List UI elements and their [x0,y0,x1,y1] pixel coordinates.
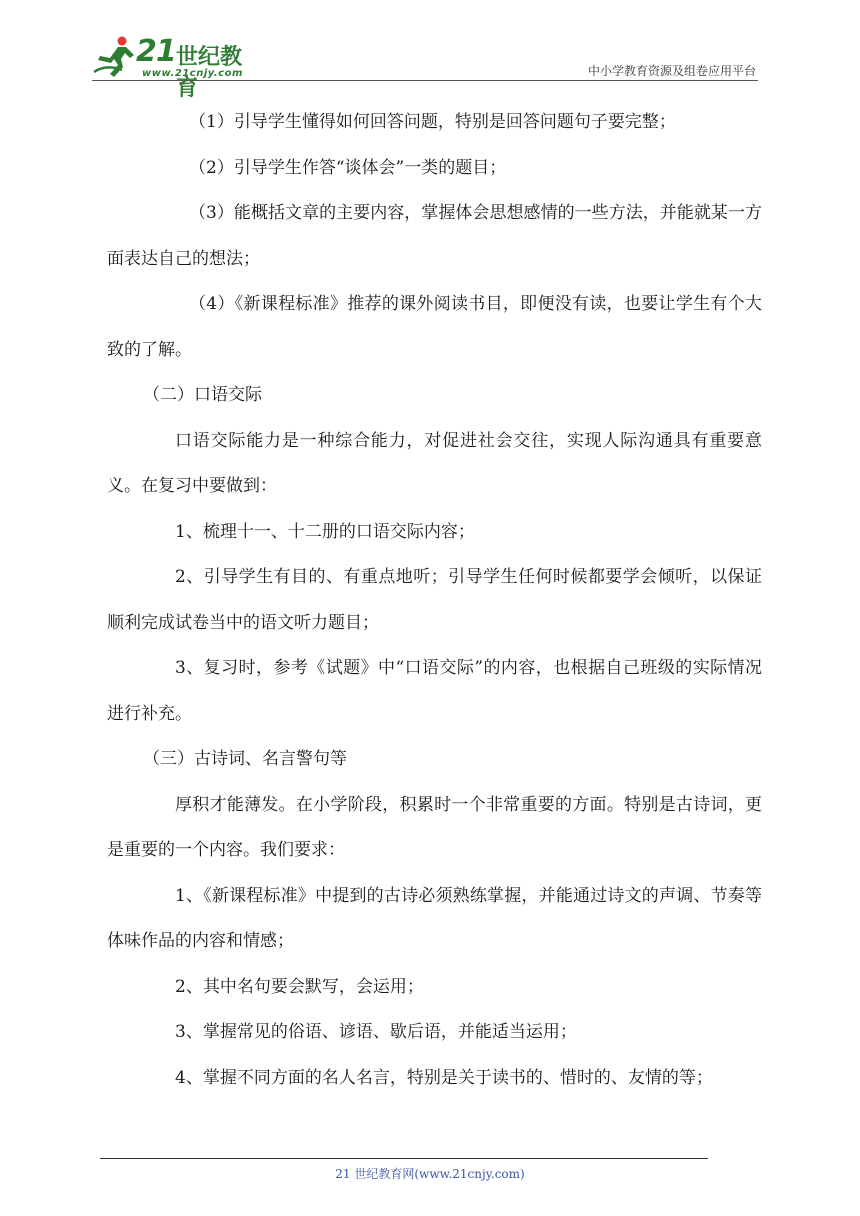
footer-divider [100,1158,708,1159]
paragraph: （1）引导学生懂得如何回答问题，特别是回答问题句子要完整； [189,112,676,132]
document-body [107,100,762,1101]
list-item: 4、掌握不同方面的名人名言，特别是关于读书的、惜时的、友情的等； [175,1067,713,1088]
paragraph: （3）能概括文章的主要内容，掌握体会思想感情的一些方法，并能就某一方面表达自己的想法； [107,203,762,269]
paragraph: 厚积才能薄发。在小学阶段，积累时一个非常重要的方面。特别是古诗词，更是重要的一个内容。我们要求： [107,794,762,860]
list-item: 3、复习时，参考《试题》中“口语交际”的内容，也根据自己班级的实际情况进行补充。 [107,658,762,724]
list-item: 1、《新课程标准》中提到的古诗必须熟练掌握，并能通过诗文的声调、节奏等体味作品的内容和情感； [107,885,762,951]
section-heading: （三）古诗词、名言警句等 [143,749,347,769]
paragraph: （2）引导学生作答“谈体会”一类的题目； [189,157,507,178]
logo-url: www.21cnjy.com [142,68,243,79]
paragraph: 口语交际能力是一种综合能力，对促进社会交往，实现人际沟通具有重要意义。在复习中要做到： [107,430,762,496]
runner-logo-icon [92,34,138,80]
header-divider [92,80,758,81]
section-heading: （二）口语交际 [143,385,262,405]
page-header [0,0,860,101]
footer-site-link[interactable]: 21 世纪教育网(www.21cnjy.com) [335,1167,525,1181]
logo-number: 21 [136,34,176,69]
header-tagline: 中小学教育资源及组卷应用平台 [587,64,756,78]
list-item: 2、其中名句要会默写，会运用； [175,976,424,997]
site-logo[interactable] [92,34,262,101]
list-item: 1、梳理十一、十二册的口语交际内容； [175,521,475,542]
list-item: 3、掌握常见的俗语、谚语、歇后语，并能适当运用； [175,1022,577,1042]
logo-name: 世纪教育 [176,45,243,101]
list-item: 2、引导学生有目的、有重点地听；引导学生任何时候都要学会倾听，以保证顺利完成试卷当中的语文听力题目； [107,567,762,633]
paragraph: （4）《新课程标准》推荐的课外阅读书目，即便没有读，也要让学生有个大致的了解。 [107,294,762,360]
